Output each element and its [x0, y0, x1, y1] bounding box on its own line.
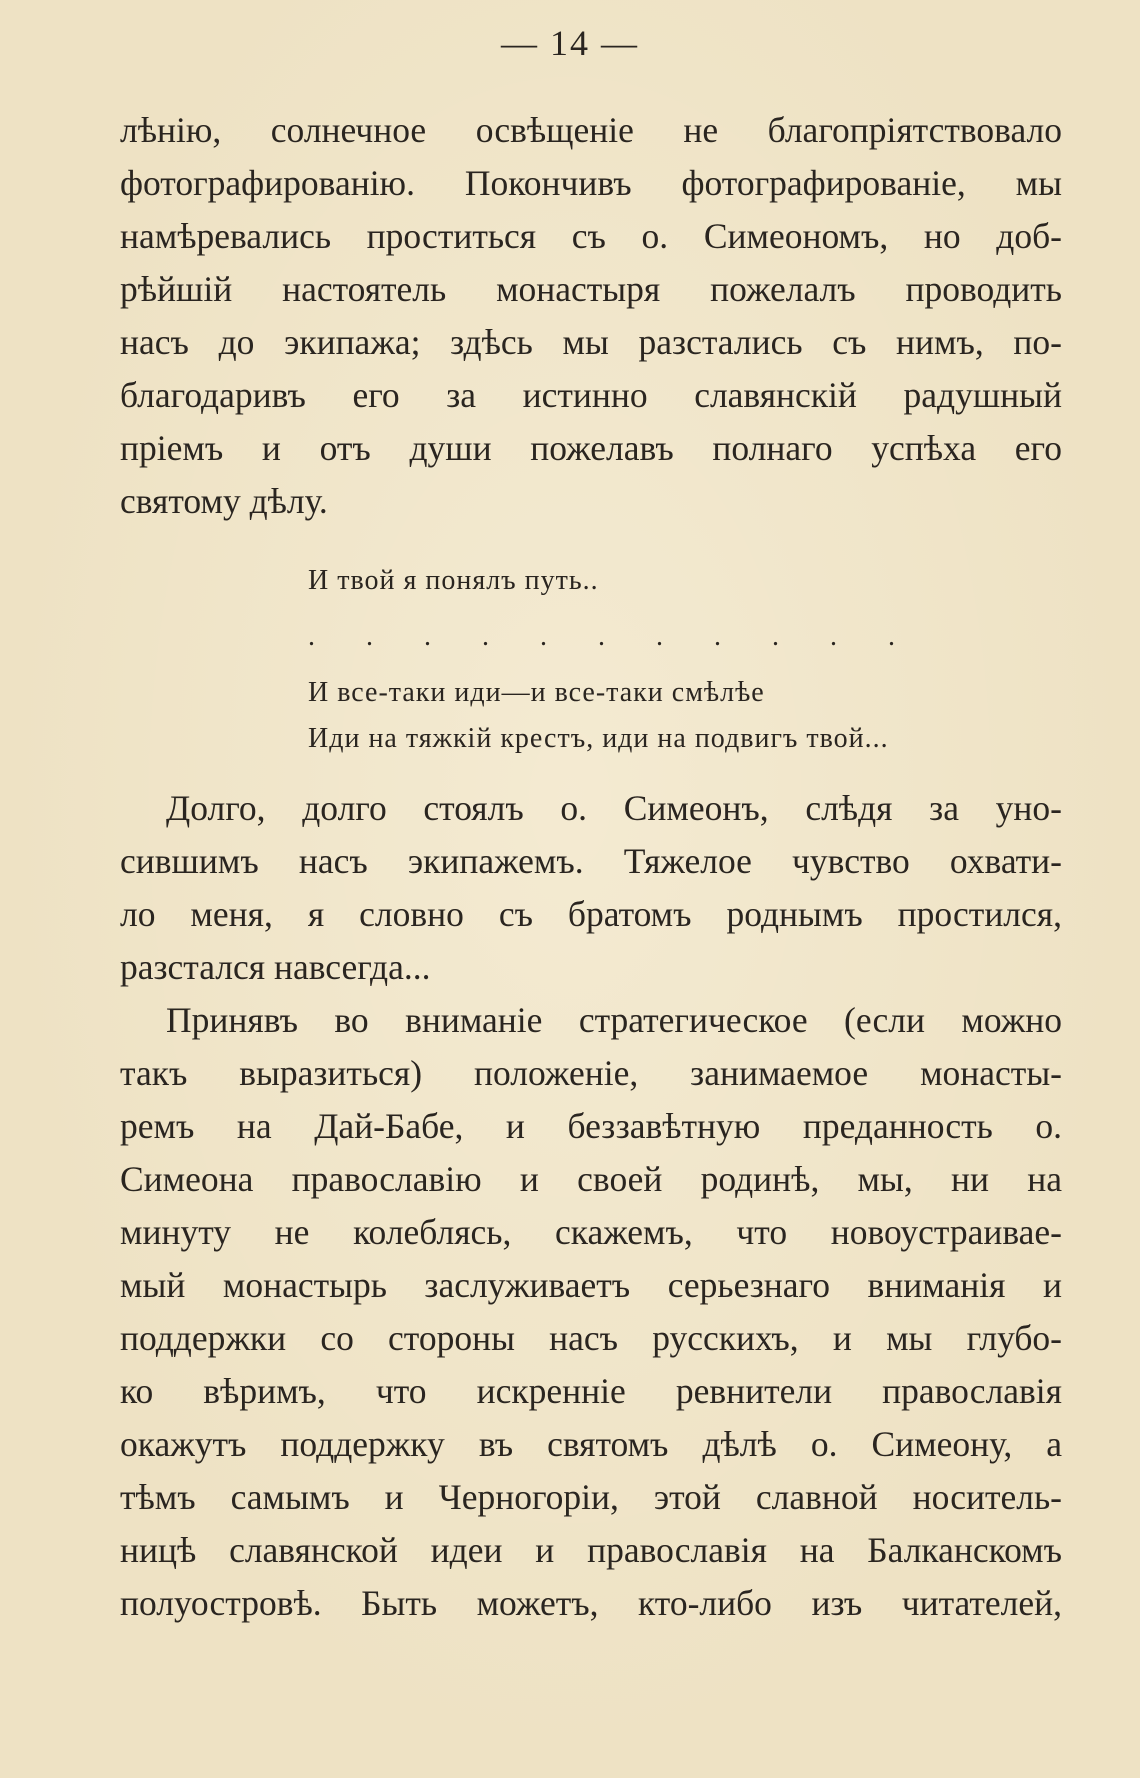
text-line: разстался навсегда...: [120, 947, 431, 987]
verse-ellipsis: . . . . . . . . . . .: [308, 621, 917, 652]
text-line: благодаривъ его за истинно славянскій радушный: [120, 375, 1062, 415]
text-line: пріемъ и отъ души пожелавъ полнаго успѣха его: [120, 428, 1062, 468]
text-line: ло меня, я словно съ братомъ роднымъ простился,: [120, 894, 1062, 934]
text-line: ремъ на Дай-Бабе, и беззавѣтную преданность о.: [120, 1106, 1062, 1146]
text-line: поддержки со стороны насъ русскихъ, и мы глубо-: [120, 1318, 1062, 1358]
text-line: фотографированію. Покончивъ фотографированіе, мы: [120, 163, 1062, 203]
text-line: мый монастырь заслуживаетъ серьезнаго вниманія и: [120, 1265, 1062, 1305]
text-line: тѣмъ самымъ и Черногоріи, этой славной носитель-: [120, 1477, 1062, 1517]
paragraph-1: [120, 104, 1062, 528]
page-number: — 14 —: [501, 23, 639, 63]
text-line: Долго, долго стоялъ о. Симеонъ, слѣдя за уно-: [166, 788, 1062, 828]
text-line: такъ выразиться) положеніе, занимаемое монасты-: [120, 1053, 1062, 1093]
text-line: святому дѣлу.: [120, 481, 328, 521]
paragraph-3: [120, 994, 1062, 1630]
verse-quote: [308, 558, 1028, 762]
text-line: минуту не колеблясь, скажемъ, что новоустраивае-: [120, 1212, 1062, 1252]
text-line: ницѣ славянской идеи и православія на Балканскомъ: [120, 1530, 1062, 1570]
text-line: Принявъ во вниманіе стратегическое (если можно: [166, 1000, 1062, 1040]
text-line: окажутъ поддержку въ святомъ дѣлѣ о. Симеону, а: [120, 1424, 1062, 1464]
text-line: сившимъ насъ экипажемъ. Тяжелое чувство охвати-: [120, 841, 1062, 881]
paragraph-2: [120, 782, 1062, 994]
text-line: рѣйшій настоятель монастыря пожелалъ проводить: [120, 269, 1062, 309]
verse-line: Иди на тяжкій крестъ, иди на подвигъ твой...: [308, 723, 889, 754]
text-line: насъ до экипажа; здѣсь мы разстались съ нимъ, по-: [120, 322, 1062, 362]
text-line: лѣнію, солнечное освѣщеніе не благопріятствовало: [120, 110, 1062, 150]
text-line: полуостровѣ. Быть можетъ, кто-либо изъ читателей,: [120, 1583, 1062, 1623]
text-line: Симеона православію и своей родинѣ, мы, ни на: [120, 1159, 1062, 1199]
text-line: намѣревались проститься съ о. Симеономъ, но доб-: [120, 216, 1062, 256]
verse-line: И твой я понялъ путь..: [308, 565, 599, 596]
verse-line: И все-таки иди—и все-таки смѣлѣе: [308, 677, 765, 708]
text-line: ко вѣримъ, что искренніе ревнители православія: [120, 1371, 1062, 1411]
